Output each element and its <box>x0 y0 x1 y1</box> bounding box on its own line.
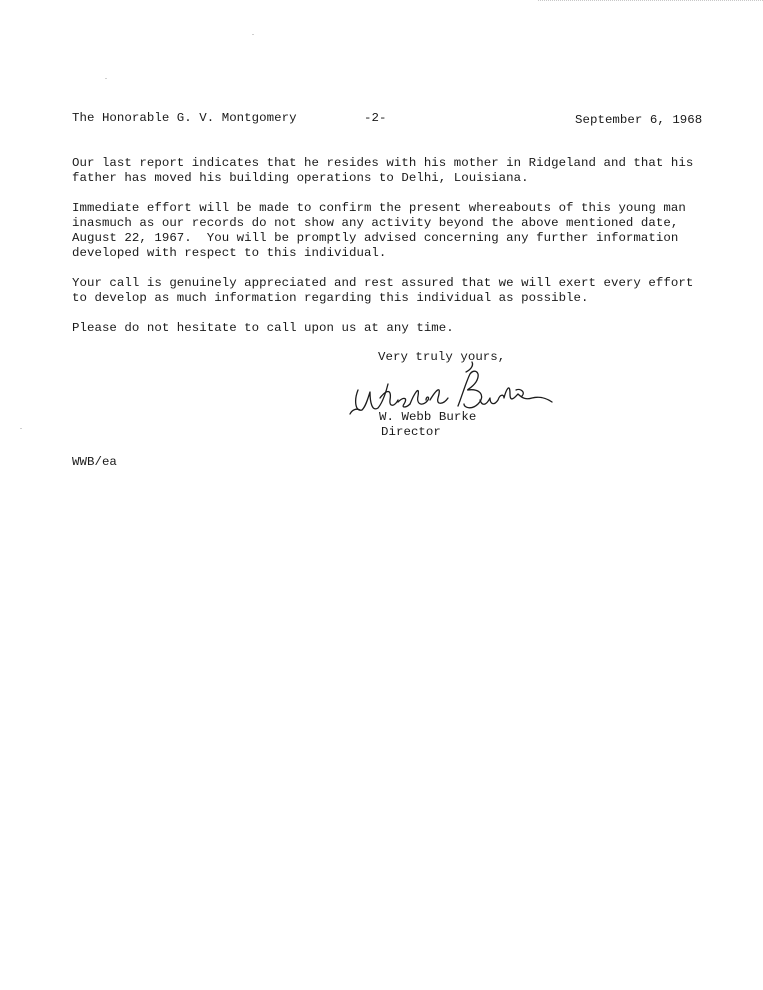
body-paragraph: Immediate effort will be made to confirm the present whereabouts of this young man inasmuch as our records do not show any activity beyond the above mentioned date, August 22, 1967. You will be promptly advised concerning any further information developed with respect to this individual. <box>72 201 686 260</box>
scan-speck <box>252 34 254 35</box>
signer-title: Director <box>381 425 441 439</box>
page-number: -2- <box>364 111 387 125</box>
signer-name: W. Webb Burke <box>379 410 477 424</box>
recipient-header: The Honorable G. V. Montgomery <box>72 111 297 125</box>
body-paragraph: Your call is genuinely appreciated and rest assured that we will exert every effort to develop as much information regarding this individual as possible. <box>72 276 694 305</box>
reference-initials: WWB/ea <box>72 455 117 469</box>
scan-edge-marks <box>538 0 763 5</box>
scan-speck <box>20 428 22 429</box>
letter-date: September 6, 1968 <box>575 113 703 127</box>
closing-salutation: Very truly yours, <box>378 350 506 364</box>
body-paragraph: Please do not hesitate to call upon us at any time. <box>72 321 454 335</box>
body-paragraph: Our last report indicates that he resides with his mother in Ridgeland and that his father has moved his building operations to Delhi, Louisiana. <box>72 156 694 185</box>
scan-speck <box>105 78 107 79</box>
